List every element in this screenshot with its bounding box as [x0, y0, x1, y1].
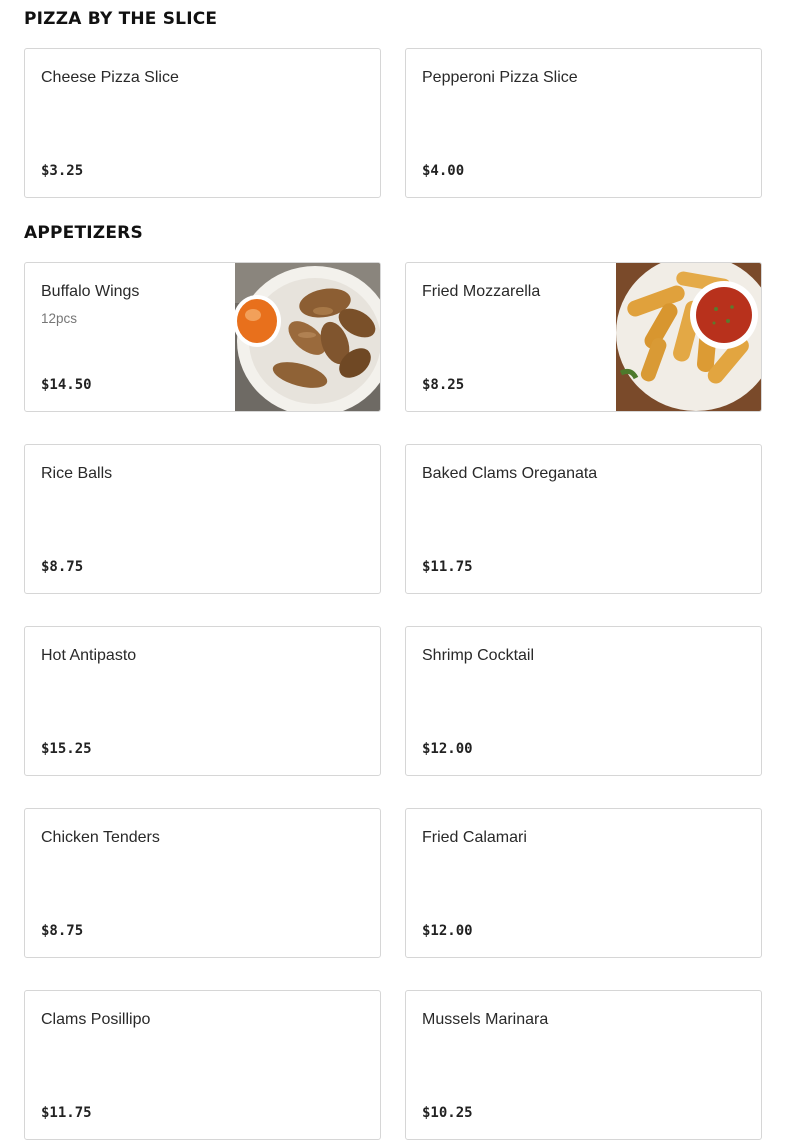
item-price: $8.25: [422, 377, 465, 393]
item-price: $12.00: [422, 741, 473, 757]
item-price: $11.75: [41, 1105, 92, 1121]
menu-item-card[interactable]: [24, 444, 381, 594]
menu-item-card[interactable]: [24, 626, 381, 776]
buffalo-wings-image: [235, 263, 380, 411]
section-title-pizza-by-the-slice: PIZZA BY THE SLICE: [24, 9, 218, 29]
item-price: $8.75: [41, 923, 84, 939]
item-name: Baked Clams Oreganata: [422, 465, 598, 482]
buffalo-wings-photo: [235, 263, 380, 411]
item-price: $12.00: [422, 923, 473, 939]
item-price: $8.75: [41, 559, 84, 575]
section-title-appetizers: APPETIZERS: [24, 223, 143, 243]
menu-item-card[interactable]: [405, 626, 762, 776]
item-price: $10.25: [422, 1105, 473, 1121]
item-name: Mussels Marinara: [422, 1011, 549, 1028]
item-name: Shrimp Cocktail: [422, 647, 535, 664]
item-name: Chicken Tenders: [41, 829, 160, 846]
menu-item-card[interactable]: [405, 262, 762, 412]
item-name: Pepperoni Pizza Slice: [422, 69, 578, 86]
item-description: 12pcs: [41, 311, 78, 326]
menu-item-card[interactable]: [405, 808, 762, 958]
item-price: $14.50: [41, 377, 92, 393]
item-name: Clams Posillipo: [41, 1011, 151, 1028]
item-name: Rice Balls: [41, 465, 113, 482]
item-name: Hot Antipasto: [41, 647, 137, 664]
item-name: Cheese Pizza Slice: [41, 69, 179, 86]
item-name: Buffalo Wings: [41, 283, 140, 300]
item-price: $3.25: [41, 163, 84, 179]
item-name: Fried Calamari: [422, 829, 527, 846]
item-price: $4.00: [422, 163, 465, 179]
menu-item-card[interactable]: [24, 262, 381, 412]
menu-item-card[interactable]: [24, 808, 381, 958]
menu-item-card[interactable]: [24, 48, 381, 198]
item-name: Fried Mozzarella: [422, 283, 541, 300]
item-price: $15.25: [41, 741, 92, 757]
menu-item-card[interactable]: [405, 48, 762, 198]
menu-item-card[interactable]: [405, 444, 762, 594]
item-price: $11.75: [422, 559, 473, 575]
fried-mozzarella-photo: [616, 263, 761, 411]
fried-mozzarella-image: [616, 263, 761, 411]
